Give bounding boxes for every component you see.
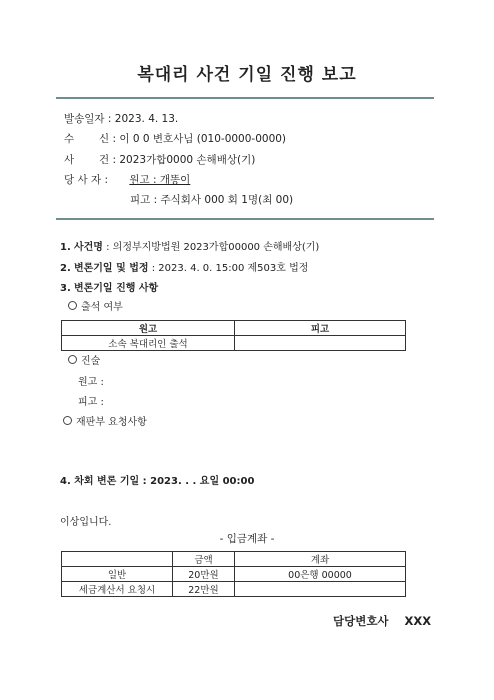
deposit-row-1-amount: 20만원 [173, 567, 235, 582]
divider-bottom [56, 218, 434, 220]
case-label-b: 건 : [98, 154, 116, 166]
attendance-header-plaintiff: 원고 [62, 321, 235, 336]
defendant-statement: 피고 : [78, 397, 104, 408]
circle-bullet-icon [68, 355, 77, 364]
deposit-row-2-amount: 22만원 [173, 582, 235, 597]
closing-text: 이상입니다. [60, 517, 112, 528]
send-date-label: 발송일자 : [64, 113, 112, 125]
statement-label: 진술 [81, 356, 101, 367]
deposit-row-1-account: 00은행 00000 [235, 567, 406, 582]
section-2-value: : 2023. 4. 0. 15:00 제503호 법정 [148, 263, 309, 274]
circle-bullet-icon [63, 416, 72, 425]
table-row [62, 582, 406, 597]
recipient-row [64, 131, 286, 146]
defendant-value: 피고 : 주식회사 000 회 1명(최 00) [130, 194, 294, 206]
table-row [62, 567, 406, 582]
section-1-label: 사건명 [73, 242, 103, 253]
deposit-row-2-account [235, 582, 406, 597]
attendance-heading [68, 298, 123, 313]
deposit-row-2-type: 세금계산서 요청시 [62, 582, 173, 597]
attendance-cell-plaintiff: 소속 복대리인 출석 [62, 336, 235, 351]
section-2-number: 2. [60, 263, 71, 274]
plaintiff-value: 원고 : 개똥이 [129, 174, 191, 186]
party-row [64, 172, 190, 187]
send-date-row [64, 111, 178, 126]
next-hearing-date: 4. 차회 변론 기일 : 2023. . . 요일 00:00 [60, 476, 255, 487]
page-title: 복대리 사건 기일 진행 보고 [137, 65, 357, 85]
circle-bullet-icon [68, 301, 77, 310]
recipient-value: 이 0 0 변호사님 (010-0000-0000) [119, 133, 287, 145]
section-1-value: : 의정부지방법원 2023가합00000 손해배상(기) [102, 242, 320, 253]
deposit-header-blank [62, 552, 173, 567]
divider-top [56, 97, 434, 99]
recipient-label-b: 신 : [98, 133, 116, 145]
court-request-heading [63, 413, 147, 428]
attendance-header-defendant: 피고 [235, 321, 406, 336]
section-case-name [60, 238, 319, 253]
attendance-table [61, 320, 406, 351]
section-1-number: 1. [60, 242, 71, 253]
party-label: 당 사 자 : [64, 174, 108, 186]
attendance-label: 출석 여부 [81, 302, 123, 313]
deposit-table [61, 551, 406, 597]
recipient-label-a: 수 [64, 133, 75, 145]
section-2-label: 변론기일 및 법정 [73, 263, 149, 274]
statement-heading [68, 352, 100, 367]
send-date-value: 2023. 4. 13. [114, 113, 179, 125]
deposit-title: - 입금계좌 - [219, 533, 275, 545]
deposit-row-1-type: 일반 [62, 567, 173, 582]
case-row [64, 152, 255, 167]
signature: 담당변호사 XXX [333, 614, 432, 628]
deposit-header-amount: 금액 [173, 552, 235, 567]
attendance-cell-defendant [235, 336, 406, 351]
plaintiff-statement: 원고 : [78, 377, 104, 388]
case-value: 2023가합0000 손해배상(기) [119, 154, 256, 166]
section-3-number: 3. [60, 283, 71, 294]
section-progress [60, 279, 158, 294]
court-request-label: 재판부 요청사항 [76, 417, 147, 428]
section-3-label: 변론기일 진행 사항 [73, 283, 159, 294]
section-hearing-date [60, 259, 308, 274]
case-label-a: 사 [64, 154, 75, 166]
deposit-header-account: 계좌 [235, 552, 406, 567]
